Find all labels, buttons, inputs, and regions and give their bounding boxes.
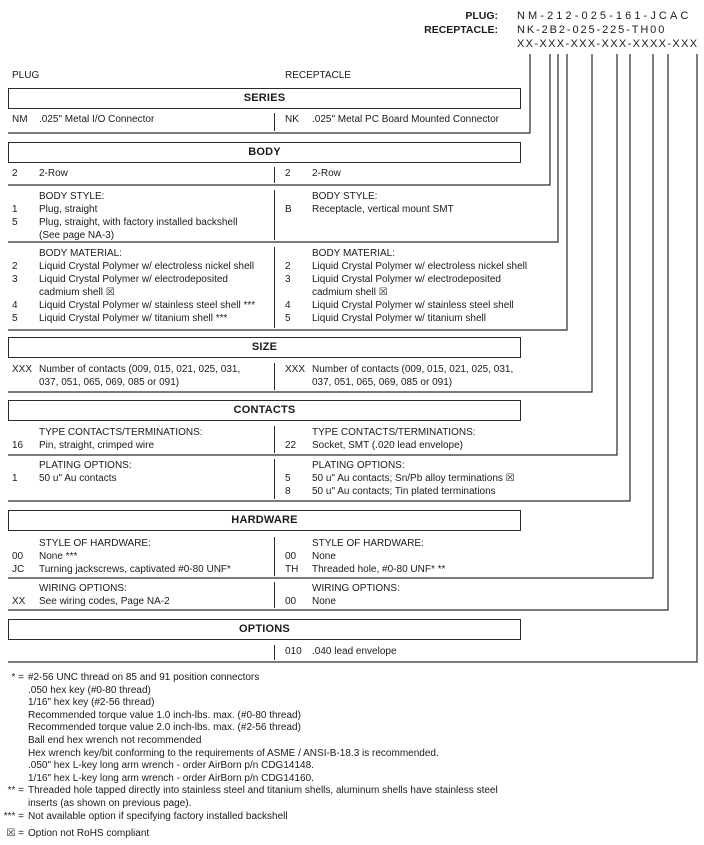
option-block — [8, 246, 528, 329]
footnote-text: Option not RoHS compliant — [28, 828, 150, 840]
option-desc — [39, 273, 274, 299]
plug-part-number: NM-212-025-161-JCAC — [517, 10, 692, 22]
option-desc — [312, 485, 528, 498]
plug-option-column — [8, 537, 274, 576]
option-code: 00 — [285, 551, 297, 562]
footnote-text: 1/16" hex L-key long arm wrench - order AirBorn p/n CDG14160. — [28, 772, 314, 784]
option-row — [283, 485, 528, 498]
plug-option-column — [8, 363, 274, 389]
option-group-heading: BODY STYLE: — [312, 191, 378, 202]
option-group-heading: PLATING OPTIONS: — [312, 460, 405, 471]
footnote-line — [2, 785, 702, 798]
option-code: XXX — [12, 364, 33, 375]
option-desc-line: 2-Row — [39, 168, 68, 179]
section-title: SERIES — [243, 92, 286, 104]
option-row — [283, 260, 528, 273]
section-title: BODY — [248, 146, 281, 158]
option-row — [283, 113, 528, 126]
footnote-marker: ** = — [7, 785, 24, 797]
option-desc — [39, 167, 274, 180]
plug-label: PLUG: — [465, 10, 498, 22]
option-block — [8, 536, 523, 577]
option-desc-line: 50 u" Au contacts — [39, 473, 117, 484]
option-desc — [39, 260, 274, 273]
footnotes — [2, 672, 702, 841]
option-group-heading: PLATING OPTIONS: — [39, 460, 132, 471]
option-code: 5 — [285, 313, 291, 324]
option-desc — [39, 595, 274, 608]
option-row — [8, 216, 274, 242]
option-row — [8, 472, 274, 485]
option-desc — [312, 299, 528, 312]
option-code: 4 — [12, 300, 18, 311]
option-row — [283, 563, 528, 576]
footnote-marker: *** = — [3, 810, 24, 822]
footnote-text: .050 hex key (#0-80 thread) — [28, 684, 151, 696]
receptacle-option-column — [283, 167, 528, 180]
option-row — [8, 203, 274, 216]
footnote-line — [2, 811, 702, 824]
option-row — [283, 167, 528, 180]
option-code: JC — [12, 564, 25, 575]
option-block — [8, 166, 523, 184]
option-desc — [312, 203, 528, 216]
option-desc — [312, 472, 528, 485]
option-desc — [312, 273, 528, 299]
option-code: 00 — [285, 596, 297, 607]
option-row — [283, 439, 528, 452]
option-desc-line: Turning jackscrews, captivated #0-80 UNF* — [39, 564, 231, 575]
plug-option-column — [8, 247, 274, 325]
receptacle-option-column — [283, 459, 528, 498]
option-desc — [312, 113, 528, 126]
option-desc — [312, 550, 528, 563]
option-code: 22 — [285, 440, 297, 451]
option-desc-line: Liquid Crystal Polymer w/ titanium shell — [312, 313, 486, 324]
footnote-line — [2, 798, 702, 811]
section-title: CONTACTS — [233, 404, 296, 416]
footnote-text: Hex wrench key/bit conforming to the requirements of ASME / ANSI-B-18.3 is recommended. — [28, 747, 439, 759]
section-header-box — [8, 337, 521, 358]
column-divider — [274, 582, 275, 608]
option-row — [283, 472, 528, 485]
option-code: 5 — [285, 473, 291, 484]
section-header-box — [8, 400, 521, 421]
plug-option-column — [8, 167, 274, 180]
column-divider — [274, 113, 275, 131]
section-title: OPTIONS — [239, 623, 290, 635]
receptacle-part-number: NK-2B2-025-225-TH00 — [517, 24, 667, 36]
option-block — [8, 581, 523, 609]
footnote-text: Recommended torque value 2.0 inch-lbs. max. (#2-56 thread) — [28, 722, 301, 734]
option-desc-line: Plug, straight, with factory installed backshell — [39, 217, 238, 228]
option-code: 00 — [12, 551, 24, 562]
receptacle-option-column — [283, 247, 528, 325]
option-row — [8, 260, 274, 273]
footnote-marker: ☒ = — [6, 828, 24, 840]
option-block — [8, 458, 523, 500]
option-code: 1 — [12, 473, 18, 484]
option-desc-line: .025" Metal I/O Connector — [39, 114, 155, 125]
option-desc-line: Pin, straight, crimped wire — [39, 440, 155, 451]
option-desc — [39, 439, 274, 452]
plug-option-column — [8, 113, 274, 126]
option-group-heading: STYLE OF HARDWARE: — [312, 538, 424, 549]
option-code: 2 — [12, 261, 18, 272]
footnote-line — [2, 828, 702, 841]
footnote-line — [2, 722, 702, 735]
footnote-line — [2, 672, 702, 685]
section-header-box — [8, 88, 521, 109]
section-header-box — [8, 510, 521, 531]
footnote-text: .050" hex L-key long arm wrench - order AirBorn p/n CDG14148. — [28, 760, 314, 772]
option-group-heading: BODY STYLE: — [39, 191, 105, 202]
option-row — [8, 439, 274, 452]
option-desc-line: None — [312, 551, 336, 562]
option-desc-line: 037, 051, 065, 069, 085 or 091) — [312, 377, 453, 388]
option-block — [8, 362, 523, 391]
option-desc-line: Number of contacts (009, 015, 021, 025, 031, — [39, 364, 241, 375]
option-row — [283, 312, 528, 325]
option-block — [8, 189, 523, 241]
section-header-box — [8, 142, 521, 163]
option-row — [283, 550, 528, 563]
option-desc-line: 50 u" Au contacts; Tin plated terminations — [312, 486, 496, 497]
option-desc-line: Liquid Crystal Polymer w/ titanium shell *** — [39, 313, 228, 324]
option-desc-line: Liquid Crystal Polymer w/ stainless steel shell *** — [39, 300, 256, 311]
footnote-text: inserts (as shown on previous page). — [28, 797, 192, 809]
option-desc — [39, 312, 274, 325]
option-desc-line: None — [312, 596, 336, 607]
part-number-mask: XX-XXX-XXX-XXX-XXXX-XXX — [517, 38, 699, 50]
footnote-line — [2, 735, 702, 748]
column-divider — [274, 167, 275, 183]
option-code: TH — [285, 564, 299, 575]
plug-option-column — [8, 582, 274, 608]
column-divider — [274, 363, 275, 390]
plug-option-column — [8, 190, 274, 242]
footnote-line — [2, 773, 702, 786]
option-row — [8, 312, 274, 325]
option-desc-line: .025" Metal PC Board Mounted Connector — [312, 114, 499, 125]
option-code: 5 — [12, 313, 18, 324]
option-code: 16 — [12, 440, 24, 451]
footnote-text: Recommended torque value 1.0 inch-lbs. max. (#0-80 thread) — [28, 709, 301, 721]
option-row — [283, 203, 528, 216]
option-desc-line: Liquid Crystal Polymer w/ electrodeposited — [39, 274, 228, 285]
section-title: HARDWARE — [231, 514, 298, 526]
column-divider — [274, 426, 275, 453]
option-desc-line: cadmium shell ☒ — [39, 287, 115, 298]
option-desc — [39, 563, 274, 576]
footnote-line — [2, 697, 702, 710]
option-row — [8, 299, 274, 312]
option-code: NM — [12, 114, 28, 125]
option-code: 4 — [285, 300, 291, 311]
option-code: 1 — [12, 204, 18, 215]
column-divider — [274, 190, 275, 240]
option-code: 2 — [285, 168, 291, 179]
receptacle-column-header: RECEPTACLE — [285, 70, 351, 81]
option-code: XX — [12, 596, 26, 607]
receptacle-option-column — [283, 363, 528, 389]
option-desc — [39, 363, 274, 389]
option-desc — [39, 299, 274, 312]
option-group-heading: STYLE OF HARDWARE: — [39, 538, 151, 549]
option-row — [8, 113, 274, 126]
option-desc — [312, 439, 528, 452]
option-code: 3 — [12, 274, 18, 285]
option-desc — [312, 595, 528, 608]
option-block — [8, 425, 523, 454]
column-divider — [274, 459, 275, 499]
option-desc-line: Socket, SMT (.020 lead envelope) — [312, 440, 464, 451]
option-group-heading: WIRING OPTIONS: — [39, 583, 127, 594]
option-group-heading: BODY MATERIAL: — [39, 248, 122, 259]
footnote-text: Threaded hole tapped directly into stainless steel and titanium shells, aluminum shells have stainless steel — [28, 785, 498, 797]
option-row — [283, 645, 528, 658]
option-block — [8, 644, 523, 661]
option-desc — [312, 563, 528, 576]
option-desc — [39, 550, 274, 563]
option-code: 8 — [285, 486, 291, 497]
footnote-line — [2, 748, 702, 761]
option-desc-line: Liquid Crystal Polymer w/ electrodeposited — [312, 274, 501, 285]
option-code: 2 — [285, 261, 291, 272]
option-desc-line: cadmium shell ☒ — [312, 287, 388, 298]
option-row — [8, 363, 274, 389]
option-desc-line: 50 u" Au contacts; Sn/Pb alloy terminations ☒ — [312, 473, 515, 484]
option-desc-line: Receptacle, vertical mount SMT — [312, 204, 454, 215]
option-desc — [39, 216, 274, 242]
option-desc — [312, 363, 528, 389]
option-desc-line: 037, 051, 065, 069, 085 or 091) — [39, 377, 180, 388]
option-group-heading: TYPE CONTACTS/TERMINATIONS: — [312, 427, 476, 438]
section-title: SIZE — [251, 341, 278, 353]
column-divider — [274, 645, 275, 660]
option-desc-line: 2-Row — [312, 168, 341, 179]
option-code: XXX — [285, 364, 306, 375]
plug-option-column — [8, 426, 274, 452]
option-code: 2 — [12, 168, 18, 179]
footnote-text: Ball end hex wrench not recommended — [28, 734, 202, 746]
option-row — [8, 563, 274, 576]
option-desc-line: Number of contacts (009, 015, 021, 025, 031, — [312, 364, 514, 375]
option-desc-line: Plug, straight — [39, 204, 98, 215]
option-code: 5 — [12, 217, 18, 228]
option-code: B — [285, 204, 292, 215]
option-code: NK — [285, 114, 299, 125]
option-row — [8, 550, 274, 563]
option-desc — [39, 472, 274, 485]
option-group-heading: TYPE CONTACTS/TERMINATIONS: — [39, 427, 203, 438]
receptacle-option-column — [283, 645, 528, 658]
receptacle-option-column — [283, 190, 528, 216]
receptacle-option-column — [283, 582, 528, 608]
option-row — [8, 167, 274, 180]
column-divider — [274, 537, 275, 576]
option-desc — [312, 312, 528, 325]
option-desc-line: Liquid Crystal Polymer w/ stainless steel shell — [312, 300, 514, 311]
footnote-text: 1/16" hex key (#2-56 thread) — [28, 697, 155, 709]
option-row — [283, 595, 528, 608]
option-group-heading: WIRING OPTIONS: — [312, 583, 400, 594]
option-row — [283, 273, 528, 299]
option-row — [283, 363, 528, 389]
footnote-text: Not available option if specifying factory installed backshell — [28, 810, 288, 822]
footnote-marker: * = — [11, 672, 24, 683]
option-desc-line: None *** — [39, 551, 78, 562]
option-row — [283, 299, 528, 312]
section-header-box — [8, 619, 521, 640]
option-desc — [312, 167, 528, 180]
option-code: 3 — [285, 274, 291, 285]
plug-option-column — [8, 459, 274, 485]
receptacle-option-column — [283, 537, 528, 576]
option-desc-line: .040 lead envelope — [312, 646, 397, 657]
footnote-line — [2, 685, 702, 698]
option-block — [8, 112, 523, 132]
option-desc-line: (See page NA-3) — [39, 230, 115, 241]
receptacle-option-column — [283, 426, 528, 452]
option-desc — [312, 645, 528, 658]
option-row — [8, 595, 274, 608]
column-divider — [274, 247, 275, 328]
option-desc-line: Liquid Crystal Polymer w/ electroless nickel shell — [39, 261, 255, 272]
option-desc-line: See wiring codes, Page NA-2 — [39, 596, 170, 607]
option-desc — [39, 203, 274, 216]
option-desc — [312, 260, 528, 273]
option-desc-line: Liquid Crystal Polymer w/ electroless nickel shell — [312, 261, 528, 272]
footnote-text: #2-56 UNC thread on 85 and 91 position connectors — [28, 672, 260, 683]
receptacle-option-column — [283, 113, 528, 126]
receptacle-label: RECEPTACLE: — [424, 24, 498, 36]
option-code: 010 — [285, 646, 302, 657]
option-group-heading: BODY MATERIAL: — [312, 248, 395, 259]
option-desc-line: Threaded hole, #0-80 UNF* ** — [312, 564, 446, 575]
option-desc — [39, 113, 274, 126]
plug-column-header: PLUG — [12, 70, 40, 81]
footnote-line — [2, 760, 702, 773]
footnote-line — [2, 710, 702, 723]
option-row — [8, 273, 274, 299]
